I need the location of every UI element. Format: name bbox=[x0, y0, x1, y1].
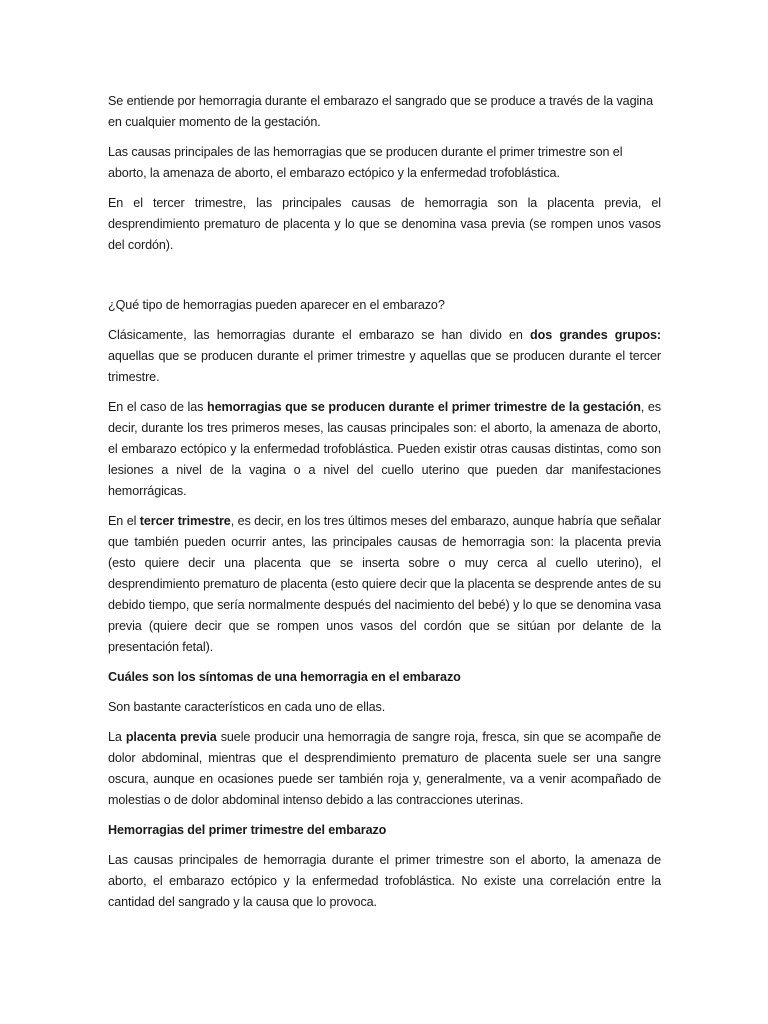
paragraph-placenta-previa-text-c: suele producir una hemorragia de sangre roja, fresca, sin que se acompañe de dolor abdominal, mientras que el desprendimiento prematuro de placenta suele ser una sangre oscura, aunque en ocasiones puede ser también roja y, generalmente, va a venir acompañado de molestias o de dolor abdominal intenso debido a las contracciones uterinas. bbox=[108, 730, 661, 807]
paragraph-two-groups-bold: dos grandes grupos: bbox=[530, 328, 661, 342]
paragraph-placenta-previa-text-a: La bbox=[108, 730, 126, 744]
paragraph-first-trimester-text-a: En el caso de las bbox=[108, 400, 207, 414]
paragraph-third-trimester-detail bbox=[108, 511, 661, 658]
paragraph-definition: Se entiende por hemorragia durante el embarazo el sangrado que se produce a través de la vagina en cualquier momento de la gestación. bbox=[108, 94, 653, 129]
paragraph-first-trimester-text-c: , es decir, durante los tres primeros meses, las causas principales son: el aborto, la amenaza de aborto, el embarazo ectópico y la enfermedad trofoblástica. Pueden existir otras causas distintas, como son lesiones a nivel de la vagina o a nivel del cuello uterino que pueden dar manifestaciones hemorrágicas. bbox=[108, 400, 661, 498]
paragraph-first-trimester-detail bbox=[108, 397, 661, 502]
paragraph-third-trimester-bold: tercer trimestre bbox=[139, 514, 231, 528]
paragraph-two-groups bbox=[108, 325, 661, 388]
paragraph-third-trimester-text-c: , es decir, en los tres últimos meses del embarazo, aunque habría que señalar que también pueden ocurrir antes, las principales causas de hemorragia son: la placenta previa (esto quiere decir una placenta que se inserta sobre o muy cerca al cuello uterino), el desprendimiento prematuro de placenta (esto quiere decir que la placenta se desprende antes de su debido tiempo, que sería normalmente después del nacimiento del bebé) y lo que se denomina vasa previa (quiere decir que se rompen unos vasos del cordón que se sitúan por delante de la presentación fetal). bbox=[108, 514, 661, 654]
paragraph-two-groups-text-c: aquellas que se producen durante el primer trimestre y aquellas que se producen durante el tercer trimestre. bbox=[108, 349, 661, 384]
paragraph-placenta-previa-bold: placenta previa bbox=[125, 730, 217, 744]
symptoms-heading: Cuáles son los síntomas de una hemorragia en el embarazo bbox=[108, 670, 461, 684]
paragraph-characteristic: Son bastante característicos en cada uno de ellas. bbox=[108, 700, 386, 714]
paragraph-placenta-previa bbox=[108, 727, 661, 811]
paragraph-first-trimester-bold: hemorragias que se producen durante el primer trimestre de la gestación bbox=[207, 400, 641, 414]
question-heading: ¿Qué tipo de hemorragias pueden aparecer en el embarazo? bbox=[108, 298, 445, 312]
paragraph-third-trimester-text-a: En el bbox=[108, 514, 140, 528]
first-trimester-heading: Hemorragias del primer trimestre del embarazo bbox=[108, 823, 387, 837]
paragraph-third-trimester-causes: En el tercer trimestre, las principales causas de hemorragia son la placenta previa, el desprendimiento prematuro de placenta y lo que se denomina vasa previa (se rompen unos vasos del cordón). bbox=[108, 196, 661, 252]
paragraph-first-trimester-causes: Las causas principales de las hemorragias que se producen durante el primer trimestre son el aborto, la amenaza de aborto, el embarazo ectópico y la enfermedad trofoblástica. bbox=[108, 145, 623, 180]
paragraph-first-trimester-summary: Las causas principales de hemorragia durante el primer trimestre son el aborto, la amenaza de aborto, el embarazo ectópico y la enfermedad trofoblástica. No existe una correlación entre la cantidad del sangrado y la causa que lo provoca. bbox=[108, 853, 661, 909]
paragraph-two-groups-text-a: Clásicamente, las hemorragias durante el embarazo se han divido en bbox=[108, 328, 531, 342]
document-body bbox=[108, 91, 661, 922]
